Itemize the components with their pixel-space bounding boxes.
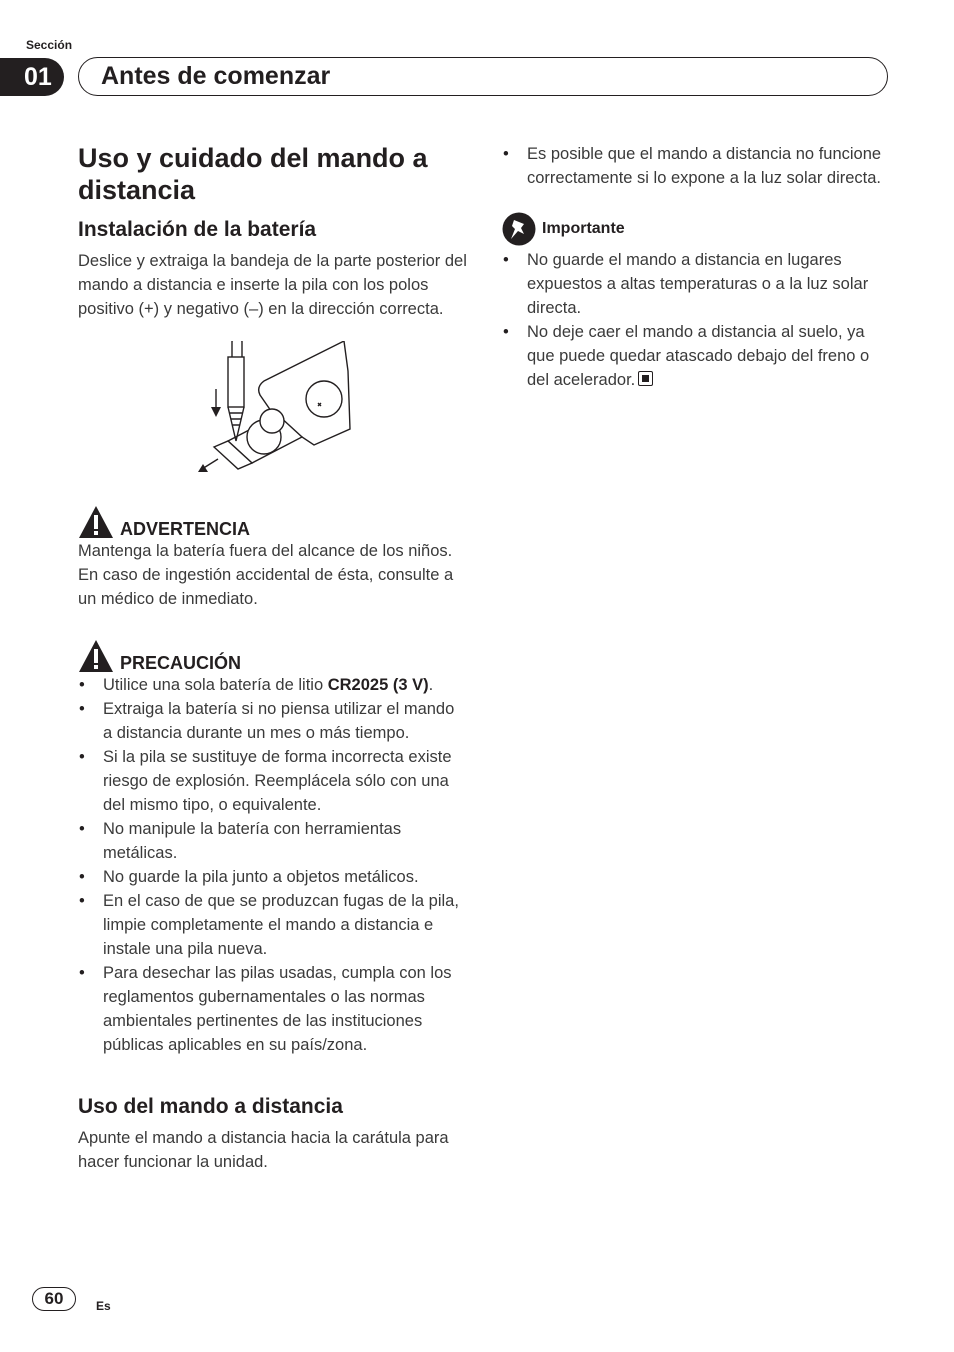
list-item: • Utilice una sola batería de litio CR2025 (3 V).: [78, 673, 468, 697]
list-item: • Extraiga la batería si no piensa utilizar el mando a distancia durante un mes o más tiempo.: [78, 697, 468, 745]
list-item: • Es posible que el mando a distancia no funcione correctamente si lo expone a la luz solar directa.: [502, 142, 894, 190]
list-item: • No manipule la batería con herramientas metálicas.: [78, 817, 468, 865]
section-label: Sección: [26, 38, 73, 52]
list-item: • En el caso de que se produzcan fugas de la pila, limpie completamente el mando a distancia e instale una pila nueva.: [78, 889, 468, 961]
warning-label: ADVERTENCIA: [120, 519, 251, 539]
important-pin-icon: [502, 212, 536, 246]
battery-illustration: [194, 341, 354, 481]
list-item: • Si la pila se sustituye de forma incorrecta existe riesgo de explosión. Reemplácela sólo con una del mismo tipo, o equivalente.: [78, 745, 468, 817]
battery-model: CR2025 (3 V): [327, 676, 429, 694]
right-column: [502, 142, 894, 392]
page-number: 60: [32, 1287, 76, 1311]
end-of-section-icon: [638, 371, 653, 386]
warning-box: [78, 505, 468, 611]
list-item: • No guarde la pila junto a objetos metálicos.: [78, 865, 468, 889]
chapter-title-text: Antes de comenzar: [101, 62, 331, 90]
battery-instructions: Deslice y extraiga la bandeja de la parte posterior del mando a distancia e inserte la pila con los polos positivo (+) y negativo (–) en la dirección correcta.: [78, 252, 467, 318]
language-code: Es: [96, 1299, 111, 1313]
list-item: • Para desechar las pilas usadas, cumpla con los reglamentos gubernamentales o las normas ambientales pertinentes de las instituciones públicas aplicables en su país/zona.: [78, 961, 468, 1057]
caution-icon: [78, 639, 114, 673]
page-title: Uso y cuidado del mando a distancia: [78, 143, 428, 205]
list-item: • No guarde el mando a distancia en lugares expuestos a altas temperaturas o a la luz solar directa.: [502, 248, 894, 320]
caution-list: [78, 673, 468, 1057]
usage-text: Apunte el mando a distancia hacia la carátula para hacer funcionar la unidad.: [78, 1129, 449, 1171]
important-label: Importante: [542, 220, 625, 237]
important-box: [502, 212, 894, 392]
left-column: [78, 142, 468, 1174]
caution-label: PRECAUCIÓN: [120, 653, 242, 673]
warning-text: Mantenga la batería fuera del alcance de los niños. En caso de ingestión accidental de ésta, consulte a un médico de inmediato.: [78, 542, 454, 608]
chapter-title: [78, 57, 888, 96]
battery-tray-illustration: [194, 341, 354, 481]
battery-heading: Instalación de la batería: [78, 218, 317, 241]
caution-box: [78, 639, 468, 1057]
warning-icon: [78, 505, 114, 539]
sunlight-note: [502, 142, 894, 190]
section-number-badge: 01: [0, 58, 64, 96]
usage-heading: Uso del mando a distancia: [78, 1095, 343, 1118]
important-list: [502, 248, 894, 392]
list-item: • No deje caer el mando a distancia al suelo, ya que puede quedar atascado debajo del freno o del acelerador.: [502, 320, 894, 392]
